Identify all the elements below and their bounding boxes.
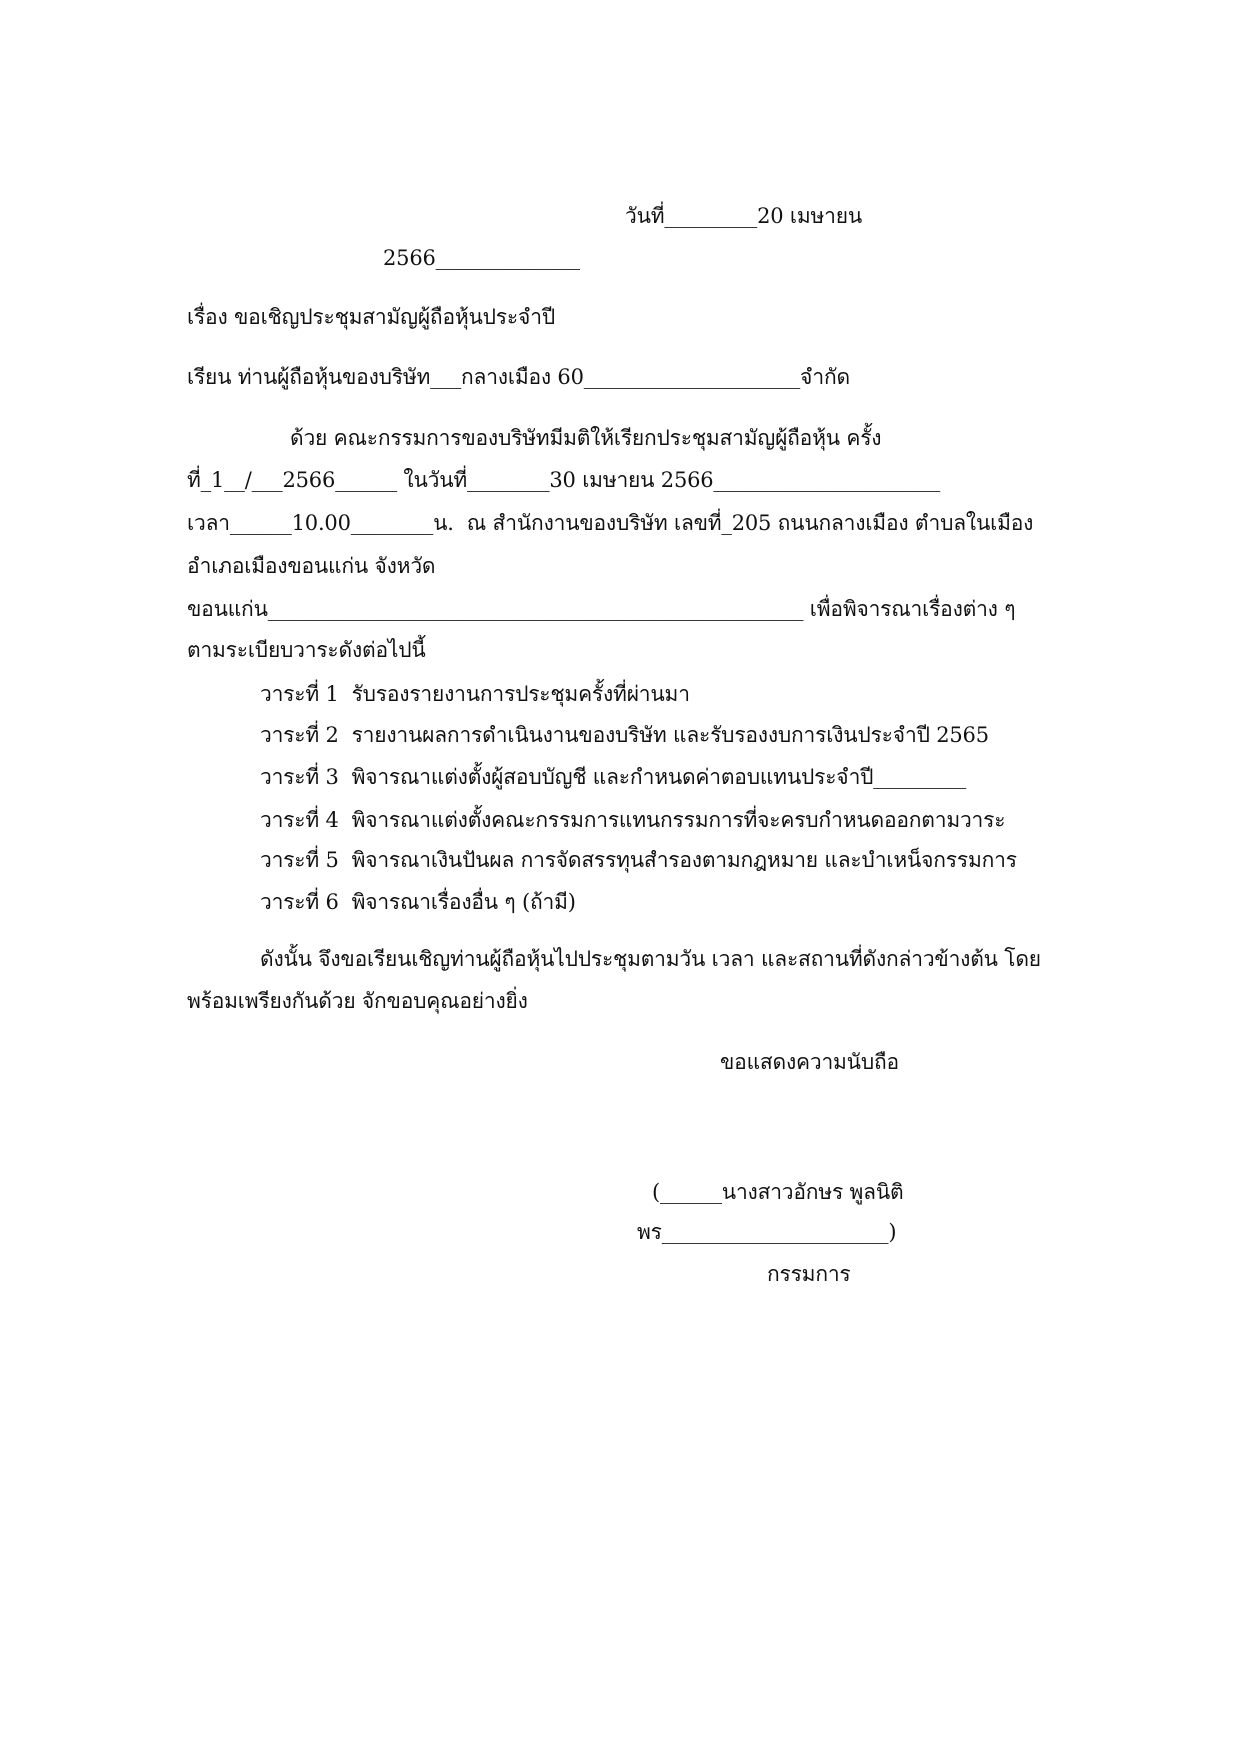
agenda-item: วาระที่ 5 พิจารณาเงินปันผล การจัดสรรทุนสำรองตามกฎหมาย และบำเหน็จกรรมการ	[260, 848, 1017, 872]
regards-line: ขอแสดงความนับถือ	[720, 1050, 899, 1074]
signature-name: (______นางสาวอักษร พูลนิติ	[652, 1180, 904, 1204]
closing-line: ดังนั้น จึงขอเรียนเชิญท่านผู้ถือหุ้นไปประชุมตามวัน เวลา และสถานที่ดังกล่าวข้างต้น โดย	[260, 947, 1041, 971]
agenda-item: วาระที่ 6 พิจารณาเรื่องอื่น ๆ (ถ้ามี)	[260, 890, 576, 914]
signature-title: กรรมการ	[767, 1262, 851, 1286]
date-line: วันที่_________20 เมษายน	[625, 204, 863, 228]
agenda-item: วาระที่ 3 พิจารณาแต่งตั้งผู้สอบบัญชี และกำหนดค่าตอบแทนประจำปี_________	[260, 765, 966, 789]
body-line: อำเภอเมืองขอนแก่น จังหวัด	[187, 554, 436, 578]
body-line: ด้วย คณะกรรมการของบริษัทมีมติให้เรียกประชุมสามัญผู้ถือหุ้น ครั้ง	[290, 426, 882, 450]
body-line: ขอนแก่น____________________________________________________ เพื่อพิจารณาเรื่องต่าง ๆ	[187, 597, 1016, 621]
closing-line: พร้อมเพรียงกันด้วย จักขอบคุณอย่างยิ่ง	[187, 989, 528, 1013]
agenda-item: วาระที่ 2 รายงานผลการดำเนินงานของบริษัท และรับรองงบการเงินประจำปี 2565	[260, 723, 989, 747]
year-line: 2566______________	[383, 246, 580, 270]
signature-name-continued: พร______________________)	[637, 1220, 897, 1244]
agenda-item: วาระที่ 1 รับรองรายงานการประชุมครั้งที่ผ่านมา	[260, 682, 690, 706]
addressee-line: เรียน ท่านผู้ถือหุ้นของบริษัท___กลางเมือง 60_____________________จำกัด	[187, 365, 850, 389]
body-line: ตามระเบียบวาระดังต่อไปนี้	[187, 638, 426, 662]
agenda-item: วาระที่ 4 พิจารณาแต่งตั้งคณะกรรมการแทนกรรมการที่จะครบกำหนดออกตามวาระ	[260, 808, 1006, 832]
body-line: ที่_1__/___2566______ ในวันที่________30 เมษายน 2566______________________	[187, 468, 941, 492]
subject-line: เรื่อง ขอเชิญประชุมสามัญผู้ถือหุ้นประจำปี	[187, 305, 555, 329]
body-line: เวลา______10.00________น. ณ สำนักงานของบริษัท เลขที่_205 ถนนกลางเมือง ตำบลในเมือง	[187, 511, 1034, 535]
